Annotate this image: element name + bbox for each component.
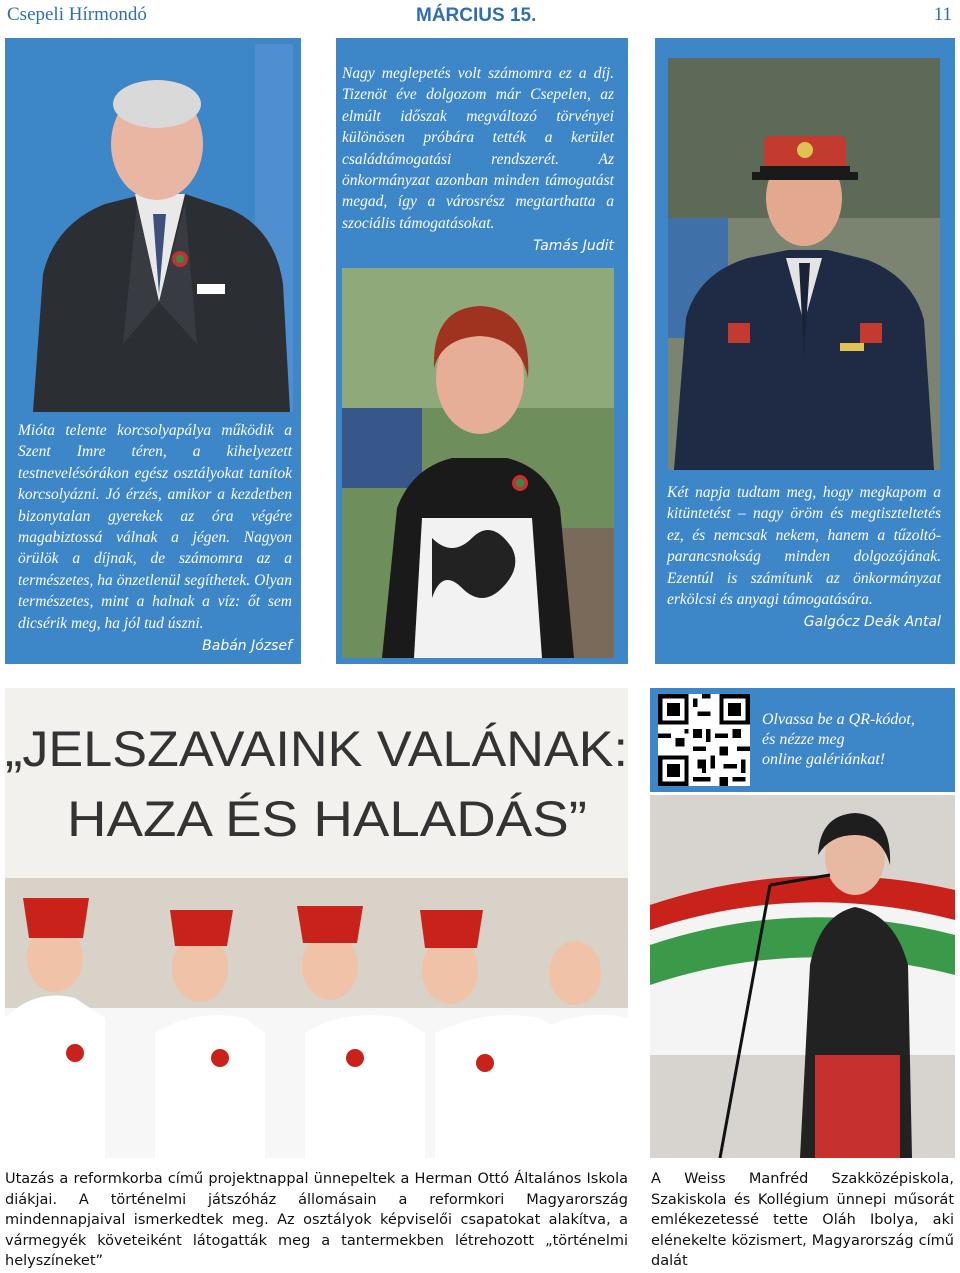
qr-text-line-3: online galériánkat!	[762, 751, 886, 768]
newspaper-name: Csepeli Hírmondó	[7, 4, 147, 25]
qr-promo-box	[650, 688, 955, 792]
concert-photo	[650, 795, 955, 1158]
quote-author-baban: Babán József	[202, 638, 292, 655]
quote-baban	[18, 420, 292, 657]
issue-date: MÁRCIUS 15.	[416, 5, 537, 26]
quote-author-tamas: Tamás Judit	[533, 238, 614, 255]
portrait-photo-baban	[25, 44, 293, 412]
quote-galgocz	[667, 482, 941, 634]
caption-concert: A Weiss Manfréd Szakközépiskola, Szakiskola és Kollégium ünnepi műsorát emlékezetessé tette Oláh Ibolya, aki elénekelte közismert, Magyarország című dalát	[651, 1171, 954, 1269]
quote-author-galgocz: Galgócz Deák Antal	[803, 614, 941, 631]
qr-text-line-2: és nézze meg	[762, 731, 845, 748]
page-header	[0, 0, 960, 32]
quote-text-baban: Mióta telente korcsolyapálya működik a Szent Imre téren, a kihelyezett testnevelésórákon egész osztályokat tanítok korcsolyázni. Jó érzés, amikor a kezdetben bizonytalan gyerekek az óra végére magabiztossá válnak a jégen. Nagyon örülök a díjnak, de számomra az a természetes, ha önzetlenül segíthetek. Olyan természetes, mint a halnak a víz: őt sem dicsérik meg, ha jól tud úszni.	[18, 422, 292, 632]
portrait-photo-galgocz	[668, 58, 940, 470]
school-event-photo	[5, 688, 628, 1158]
quote-text-tamas: Nagy meglepetés volt számomra ez a díj. Tizenöt éve dolgozom már Csepelen, az elmúlt időszak megváltozó törvényei különösen próbára tették a kerület családtámogatási rendszerét. Az önkormányzat azonban minden támogatást megad, így a városrész megtarthatta a szociális támogatásokat.	[342, 65, 614, 232]
qr-instructions	[762, 710, 915, 770]
qr-code[interactable]	[658, 694, 750, 786]
quote-tamas	[342, 63, 614, 258]
quote-text-galgocz: Két napja tudtam meg, hogy megkapom a kitüntetést – nagy öröm és megtiszteltetés ez, és nemcsak nekem, hanem a tűzoltó-parancsnokság minden dolgozójának. Ezentúl is számítunk az önkormányzat erkölcsi és anyagi támogatására.	[667, 484, 941, 609]
caption-school-event: Utazás a reformkorba című projektnappal ünnepeltek a Herman Ottó Általános Iskola diákjai. A történelmi játszóház állomásain a reformkori Magyarország mindennapjaival ismerkedtek meg. Az osztályok képviselői csapatokat alakítva, a vármegyék követeiként látogatták meg a tantermekben létrehozott „történelmi helyszíneket”	[5, 1171, 628, 1269]
qr-text-line-1: Olvassa be a QR-kódot,	[762, 711, 915, 728]
portrait-photo-tamas	[342, 268, 614, 658]
banner-text-line-1: „JELSZAVAINK VALÁNAK:	[5, 721, 628, 777]
page-number: 11	[933, 4, 952, 25]
banner-text-line-2: HAZA ÉS HALADÁS”	[67, 791, 587, 847]
